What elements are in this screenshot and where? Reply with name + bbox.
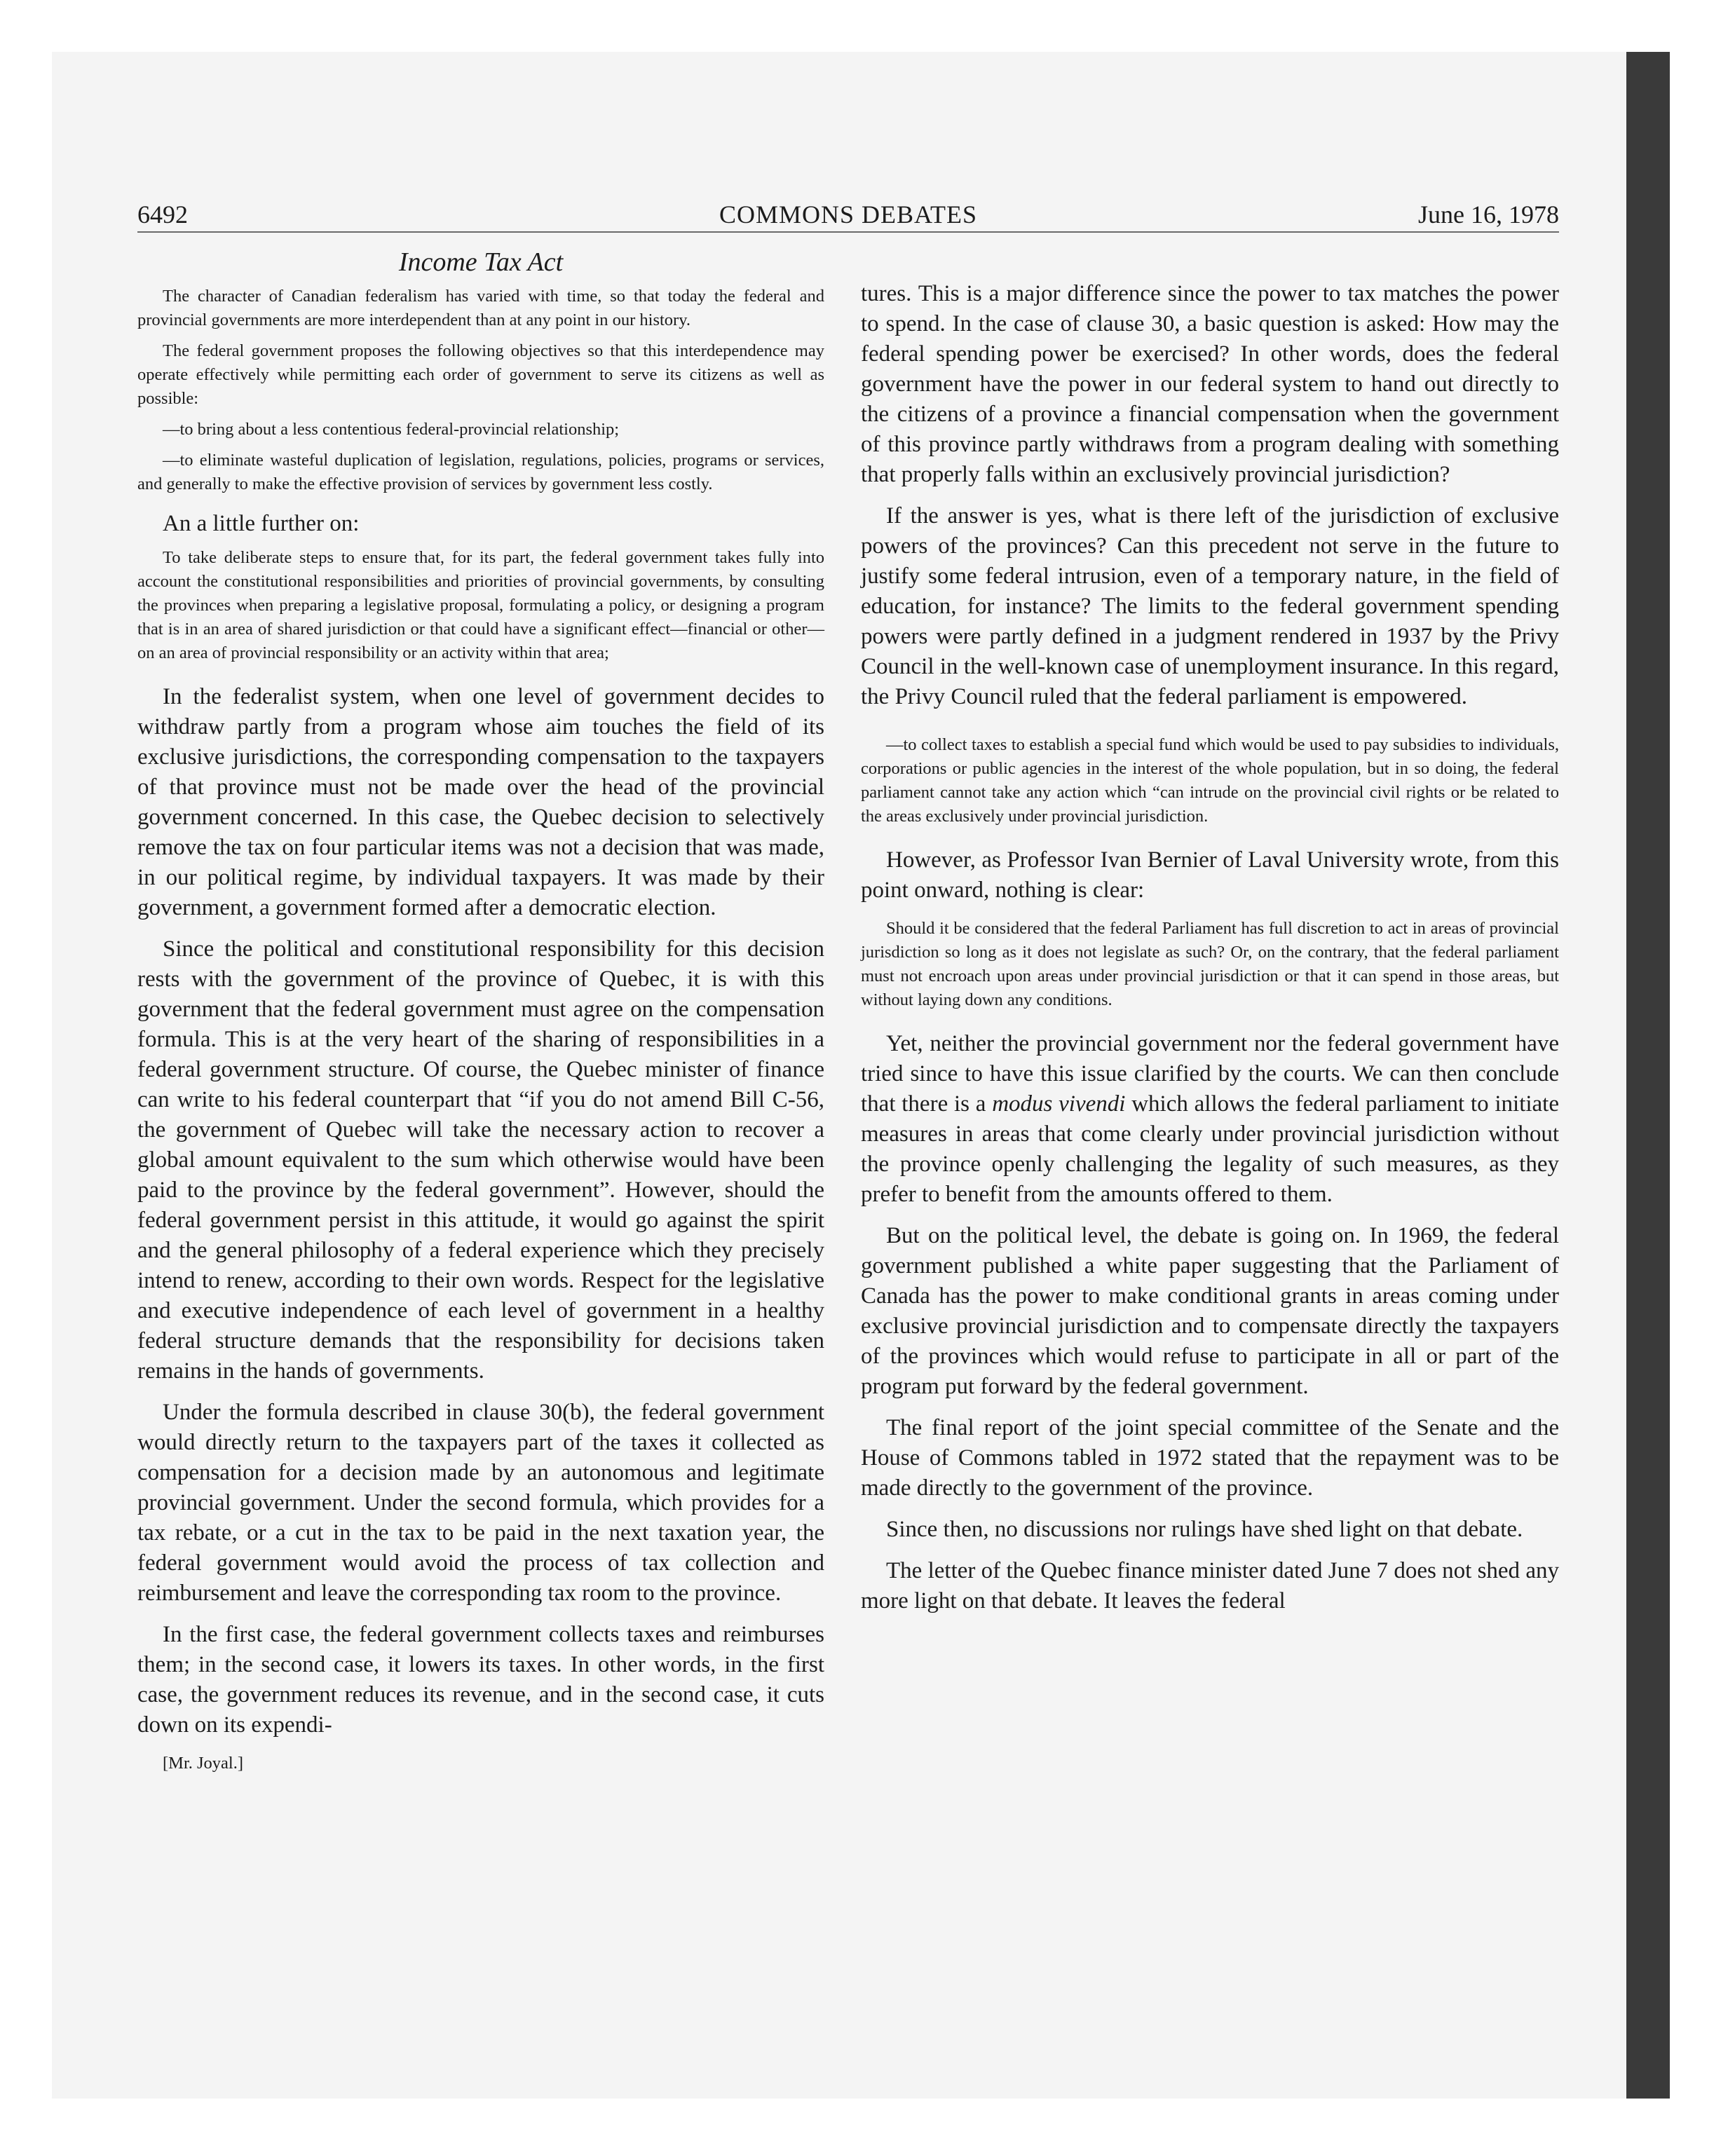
left-column	[137, 245, 824, 1775]
body-paragraph: In the first case, the federal government collects taxes and reimburses them; in the second case, it lowers its taxes. In other words, in the first case, the government reduces its revenue, and in the second case, it cuts down on its expendi-	[137, 1622, 824, 1738]
scan-edge-shadow	[1626, 52, 1670, 2099]
italic-term: modus vivendi	[992, 1091, 1126, 1117]
body-paragraph: The letter of the Quebec finance minister dated June 7 does not shed any more light on that debate. It leaves the federal	[861, 1558, 1559, 1613]
quote-paragraph: —to eliminate wasteful duplication of legislation, regulations, policies, programs or services, and generally to make the effective provision of services by government less costly.	[137, 451, 824, 493]
text-run: which allows the federal parliament to initiate measures in areas that come clearly under provincial jurisdiction without the province openly challenging the legality of such measures, as they prefer to benefit from the amounts offered to them.	[861, 1091, 1559, 1207]
body-paragraph: An a little further on:	[163, 511, 360, 536]
publication-title: COMMONS DEBATES	[719, 200, 978, 228]
body-paragraph: However, as Professor Ivan Bernier of Laval University wrote, from this point onward, nothing is clear:	[861, 847, 1559, 903]
quote-paragraph: —to bring about a less contentious federal-provincial relationship;	[163, 420, 620, 439]
body-paragraph	[861, 1029, 1559, 1210]
text-run: Yet, neither the provincial government nor the federal government have tried since to have this issue clarified by the courts. We can then conclude that there is a	[861, 1031, 1559, 1117]
quote-paragraph: To take deliberate steps to ensure that, for its part, the federal government takes fully into account the constitutional responsibilities and priorities of provincial governments, by consulting the provinces when preparing a legislative proposal, formulating a policy, or designing a program that is in an area of shared jurisdiction or that could have a significant effect—financial or other—on an area of provincial responsibility or an activity within that area;	[137, 548, 824, 662]
body-paragraph: Under the formula described in clause 30(b), the federal government would directly return to the taxpayers part of the taxes it collected as compensation for a decision made by an autonomous and legitimate provincial government. Under the second formula, which provides for a tax rebate, or a cut in the tax to be paid in the next taxation year, the federal government would avoid the process of tax collection and reimbursement and leave the corresponding tax room to the province.	[137, 1400, 824, 1606]
page-number: 6492	[137, 200, 188, 228]
body-paragraph: Since then, no discussions nor rulings have shed light on that debate.	[886, 1517, 1523, 1542]
body-paragraph: If the answer is yes, what is there left of the jurisdiction of exclusive powers of the provinces? Can this precedent not serve in the future to justify some federal intrusion, even of a temporary nature, in the field of education, for instance? The limits to the federal government spending powers were partly defined in a judgment rendered in 1937 by the Privy Council in the well-known case of unemployment insurance. In this regard, the Privy Council ruled that the federal parliament is empowered.	[861, 503, 1559, 709]
right-column	[861, 279, 1559, 1628]
speaker-attribution: [Mr. Joyal.]	[163, 1754, 243, 1773]
quote-paragraph: The character of Canadian federalism has varied with time, so that today the federal and provincial governments are more interdependent than at any point in our history.	[137, 287, 824, 329]
body-paragraph: In the federalist system, when one level of government decides to withdraw partly from a program whose aim touches the field of its exclusive jurisdictions, the corresponding compensation to the taxpayers of that province must not be made over the head of the provincial government concerned. In this case, the Quebec decision to selectively remove the tax on four particular items was not a decision that was made, in our political regime, by individual taxpayers. It was made by their government, a government formed after a democratic election.	[137, 684, 824, 920]
quote-paragraph: Should it be considered that the federal Parliament has full discretion to act in areas of provincial jurisdiction so long as it does not legislate as such? Or, on the contrary, that the federal parliament must not encroach upon areas under provincial jurisdiction or that it can spend in those areas, but without laying down any conditions.	[861, 919, 1559, 1009]
quote-paragraph: —to collect taxes to establish a special fund which would be used to pay subsidies to individuals, corporations or public agencies in the interest of the whole population, but in so doing, the federal parliament cannot take any action which “can intrude on the provincial civil rights or be related to the areas exclusively under provincial jurisdiction.	[861, 735, 1559, 826]
section-title: Income Tax Act	[398, 247, 564, 277]
body-paragraph: But on the political level, the debate is going on. In 1969, the federal government published a white paper suggesting that the Parliament of Canada has the power to make conditional grants in areas coming under exclusive provincial jurisdiction and to compensate directly the taxpayers of the provinces which would refuse to participate in all or part of the program put forward by the federal government.	[861, 1223, 1559, 1399]
body-paragraph: Since the political and constitutional responsibility for this decision rests with the government of the province of Quebec, it is with this government that the federal government must agree on the compensation formula. This is at the very heart of the sharing of responsibilities in a federal government structure. Of course, the Quebec minister of finance can write to his federal counterpart that “if you do not amend Bill C-56, the government of Quebec will take the necessary action to recover a global amount equivalent to the sum which otherwise would have been paid to the province by the federal government”. However, should the federal government persist in this attitude, it would go against the spirit and the general philosophy of a federal experience which they precisely intend to renew, according to their own words. Respect for the legislative and executive independence of each level of government in a healthy federal structure demands that the responsibility for decisions taken remains in the hands of governments.	[137, 936, 824, 1384]
body-paragraph: The final report of the joint special committee of the Senate and the House of Commons tabled in 1972 stated that the repayment was to be made directly to the government of the province.	[861, 1415, 1559, 1501]
quote-paragraph: The federal government proposes the following objectives so that this interdependence may operate effectively while permitting each order of government to serve its citizens as well as possible:	[137, 341, 824, 408]
body-paragraph: tures. This is a major difference since the power to tax matches the power to spend. In the case of clause 30, a basic question is asked: How may the federal spending power be exercised? In other words, does the federal government have the power in our federal system to hand out directly to the citizens of a province a financial compensation when the government of this province partly withdraws from a program dealing with something that properly falls within an exclusively provincial jurisdiction?	[861, 281, 1559, 487]
page-date: June 16, 1978	[1418, 200, 1559, 228]
page-header	[137, 198, 1559, 233]
